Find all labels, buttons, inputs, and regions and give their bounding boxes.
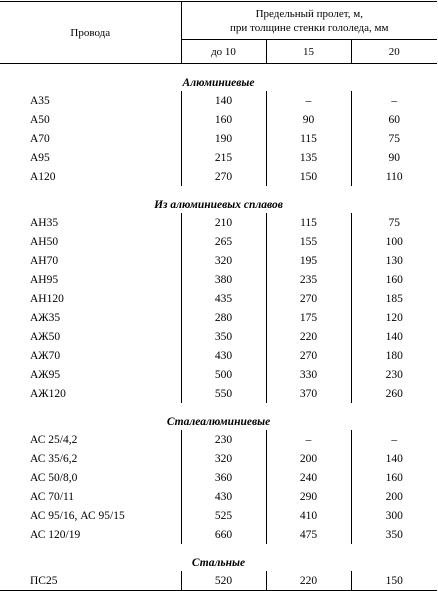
- span-10mm-cell: 435: [181, 289, 266, 308]
- wire-name-cell: АС 35/6,2: [0, 449, 181, 468]
- span-20mm-cell: 100: [385, 235, 403, 248]
- span-10mm-cell: 215: [181, 148, 266, 167]
- span-15mm-cell: 290: [266, 487, 351, 506]
- table-row: [0, 91, 437, 110]
- span-15mm-cell: 90: [266, 110, 351, 129]
- span-20mm-cell: –: [391, 433, 398, 446]
- span-15mm-cell: 135: [266, 148, 351, 167]
- wire-name-cell: АН70: [0, 251, 181, 270]
- span-20mm-cell: 60: [388, 113, 400, 126]
- span-15mm-cell: 370: [266, 384, 351, 403]
- span-20mm-cell: 230: [385, 368, 403, 381]
- span-20mm-cell: 300: [385, 509, 403, 522]
- span-10mm-cell: 230: [181, 430, 266, 449]
- section-title: Стальные: [191, 557, 246, 569]
- span-10mm-cell: 320: [181, 449, 266, 468]
- header-ice-20: 20: [351, 40, 437, 64]
- wire-name-cell: АС 50/8,0: [0, 468, 181, 487]
- span-15mm-cell: 115: [266, 213, 351, 232]
- span-10mm-cell: 550: [181, 384, 266, 403]
- span-15mm-cell: 175: [266, 308, 351, 327]
- span-20mm-cell: 140: [385, 452, 403, 465]
- span-15mm-cell: 150: [266, 167, 351, 186]
- span-15mm-cell: 235: [266, 270, 351, 289]
- table-row: [0, 308, 437, 327]
- wire-name-cell: АЖ50: [0, 327, 181, 346]
- wire-name-cell: А50: [0, 110, 181, 129]
- wire-name-cell: А120: [0, 167, 181, 186]
- table-row: [0, 110, 437, 129]
- header-span-line2: при толщине стенки гололеда, мм: [230, 21, 389, 34]
- span-10mm-cell: 430: [181, 487, 266, 506]
- span-20mm-cell: 130: [385, 254, 403, 267]
- span-15mm-cell: 200: [266, 449, 351, 468]
- span-10mm-cell: 430: [181, 346, 266, 365]
- wire-name-cell: АН95: [0, 270, 181, 289]
- span-15mm-cell: 270: [266, 289, 351, 308]
- table-row: [0, 468, 437, 487]
- span-20mm-cell: 260: [385, 387, 403, 400]
- span-10mm-cell: 210: [181, 213, 266, 232]
- span-10mm-cell: 360: [181, 468, 266, 487]
- wire-name-cell: ПС25: [0, 571, 181, 591]
- span-15mm-cell: –: [266, 430, 351, 449]
- wire-name-cell: АЖ95: [0, 365, 181, 384]
- span-10mm-cell: 280: [181, 308, 266, 327]
- span-20mm-cell: 160: [385, 273, 403, 286]
- span-20mm-cell: 140: [385, 330, 403, 343]
- span-10mm-cell: 380: [181, 270, 266, 289]
- span-20mm-cell: 120: [385, 311, 403, 324]
- table-row: [0, 449, 437, 468]
- header-wires: Провода: [0, 2, 181, 64]
- section-title: Сталеалюминиевые: [166, 416, 271, 428]
- wire-name-cell: А35: [0, 91, 181, 110]
- wire-name-cell: АС 120/19: [0, 525, 181, 544]
- table-row: [0, 129, 437, 148]
- table-row: [0, 525, 437, 544]
- span-15mm-cell: 475: [266, 525, 351, 544]
- table-row: [0, 365, 437, 384]
- section-row: [0, 403, 437, 430]
- span-20mm-cell: 150: [351, 571, 437, 591]
- span-10mm-cell: 500: [181, 365, 266, 384]
- section-title: Алюминиевые: [182, 77, 255, 89]
- table-row: [0, 270, 437, 289]
- table-row: [0, 148, 437, 167]
- span-15mm-cell: 195: [266, 251, 351, 270]
- span-20mm-cell: 200: [385, 490, 403, 503]
- span-10mm-cell: 660: [181, 525, 266, 544]
- wire-name-cell: АН120: [0, 289, 181, 308]
- header-ice-10: до 10: [181, 40, 266, 64]
- table-row: [0, 571, 437, 591]
- span-20mm-cell: –: [391, 94, 398, 107]
- span-15mm-cell: 115: [266, 129, 351, 148]
- section-row: [0, 186, 437, 213]
- wire-name-cell: АС 95/16, АС 95/15: [0, 506, 181, 525]
- span-15mm-cell: 155: [266, 232, 351, 251]
- span-10mm-cell: 520: [181, 571, 266, 591]
- span-20mm-cell: 75: [388, 216, 400, 229]
- span-10mm-cell: 270: [181, 167, 266, 186]
- span-10mm-cell: 190: [181, 129, 266, 148]
- span-15mm-cell: 240: [266, 468, 351, 487]
- span-10mm-cell: 140: [181, 91, 266, 110]
- table-row: [0, 232, 437, 251]
- span-10mm-cell: 350: [181, 327, 266, 346]
- span-10mm-cell: 320: [181, 251, 266, 270]
- wire-name-cell: АС 70/11: [0, 487, 181, 506]
- span-20mm-cell: 160: [385, 471, 403, 484]
- section-row: [0, 64, 437, 92]
- table-row: [0, 213, 437, 232]
- span-15mm-cell: 270: [266, 346, 351, 365]
- span-15mm-cell: 220: [266, 327, 351, 346]
- section-row: [0, 544, 437, 571]
- span-20mm-cell: 110: [385, 170, 403, 183]
- wire-name-cell: А70: [0, 129, 181, 148]
- table-row: [0, 430, 437, 449]
- header-span-line1: Предельный пролет, м,: [255, 7, 363, 20]
- span-15mm-cell: 410: [266, 506, 351, 525]
- wire-name-cell: АЖ35: [0, 308, 181, 327]
- wire-name-cell: А95: [0, 148, 181, 167]
- wire-name-cell: АС 25/4,2: [0, 430, 181, 449]
- span-20mm-cell: 350: [385, 528, 403, 541]
- span-20mm-cell: 185: [385, 292, 403, 305]
- header-span-limit: [181, 2, 437, 40]
- wire-name-cell: АЖ70: [0, 346, 181, 365]
- span-20mm-cell: 180: [385, 349, 403, 362]
- wire-name-cell: АЖ120: [0, 384, 181, 403]
- table-row: [0, 487, 437, 506]
- span-table: [0, 2, 437, 591]
- span-15mm-cell: –: [266, 91, 351, 110]
- span-15mm-cell: 330: [266, 365, 351, 384]
- span-15mm-cell: 220: [266, 571, 351, 591]
- table-row: [0, 384, 437, 403]
- table-body: [0, 64, 437, 591]
- span-10mm-cell: 265: [181, 232, 266, 251]
- table-row: [0, 506, 437, 525]
- section-title: Из алюминиевых сплавов: [154, 199, 283, 211]
- table-row: [0, 346, 437, 365]
- table-header: [0, 2, 437, 64]
- span-10mm-cell: 160: [181, 110, 266, 129]
- table-row: [0, 327, 437, 346]
- table-row: [0, 167, 437, 186]
- table-row: [0, 289, 437, 308]
- table-row: [0, 251, 437, 270]
- wire-name-cell: АН50: [0, 232, 181, 251]
- span-20mm-cell: 75: [388, 132, 400, 145]
- header-ice-15: 15: [266, 40, 351, 64]
- span-10mm-cell: 525: [181, 506, 266, 525]
- wire-name-cell: АН35: [0, 213, 181, 232]
- span-20mm-cell: 90: [388, 151, 400, 164]
